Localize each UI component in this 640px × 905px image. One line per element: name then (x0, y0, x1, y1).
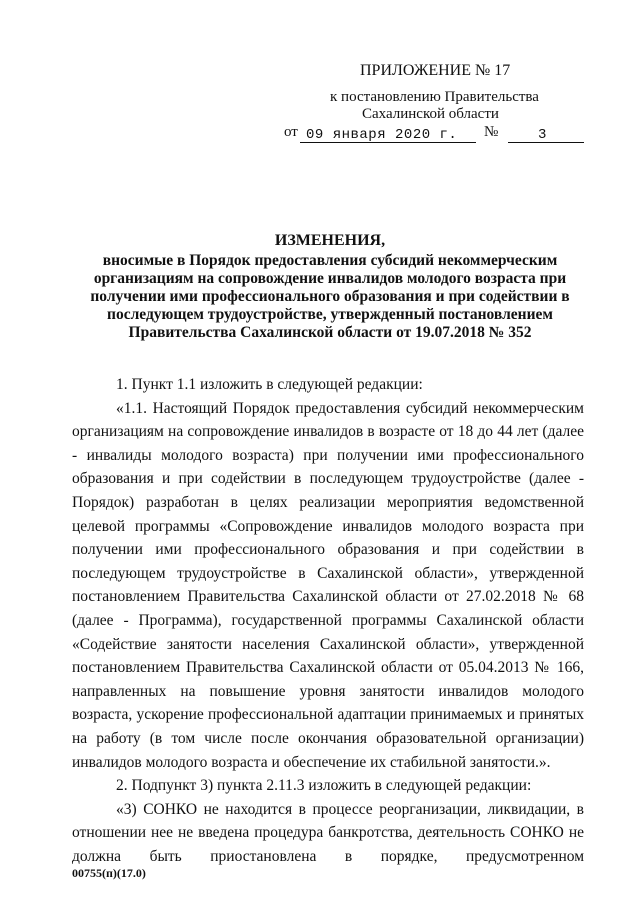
resolution-line: к постановлению Правительства (330, 89, 539, 105)
resolution-number: 3 (538, 127, 547, 143)
document-title (60, 232, 600, 342)
number-underline (508, 142, 584, 143)
title-line: организациям на сопровождение инвалидов молодого возраста при (93, 270, 567, 287)
date-underline (300, 142, 476, 143)
document-code: 00755(п)(17.0) (72, 866, 146, 880)
title-line: последующем трудоустройстве, утвержденный постановлением (107, 306, 553, 323)
paragraph-2: «1.1. Настоящий Порядок предоставления субсидий некоммерческим организациям на сопровождение инвалидов в возрасте от 18 до 44 лет (далее - инвалиды молодого возраста) при получении ими профессионального образования и при содействии в последующем трудоустройстве (далее - Порядок) разработан в целях реализации мероприятия ведомственной целевой программы «Сопровождение инвалидов молодого возраста при получении ими профессионального образования и при содействии в последующем трудоустройстве в Сахалинской области», утвержденной постановлением Правительства Сахалинской области от 27.02.2018 № 68 (далее - Программа), государственной программы Сахалинской области «Содействие занятости населения Сахалинской области», утвержденной постановлением Правительства Сахалинской области от 05.04.2013 № 166, направленных на повышение уровня занятости инвалидов молодого возраста, ускорение профессиональной адаптации принимаемых и принятых на работу (в том числе после окончания образовательной организации) инвалидов молодого возраста и обеспечение их стабильной занятости.». (72, 399, 584, 771)
paragraph-4: «3) СОНКО не находится в процессе реорганизации, ликвидации, в отношении нее не введена процедура банкротства, деятельность СОНКО не должна быть приостановлена в порядке, предусмотренном (72, 800, 584, 865)
document-body (72, 373, 584, 868)
title-line: вносимые в Порядок предоставления субсидий некоммерческим (102, 252, 558, 269)
appendix-label: ПРИЛОЖЕНИЕ № 17 (360, 62, 511, 79)
title-line: Правительства Сахалинской области от 19.07.2018 № 352 (128, 324, 532, 341)
paragraph-1: 1. Пункт 1.1 изложить в следующей редакции: (116, 376, 423, 393)
title-heading: ИЗМЕНЕНИЯ, (274, 232, 386, 249)
from-label: от (284, 124, 298, 140)
number-label: № (484, 124, 499, 140)
region-line: Сахалинской области (362, 106, 499, 122)
resolution-date: 09 января 2020 г. (306, 127, 458, 143)
title-line: получении ими профессионального образования и при содействии в (90, 288, 570, 305)
paragraph-3: 2. Подпункт 3) пункта 2.11.3 изложить в следующей редакции: (116, 777, 532, 795)
